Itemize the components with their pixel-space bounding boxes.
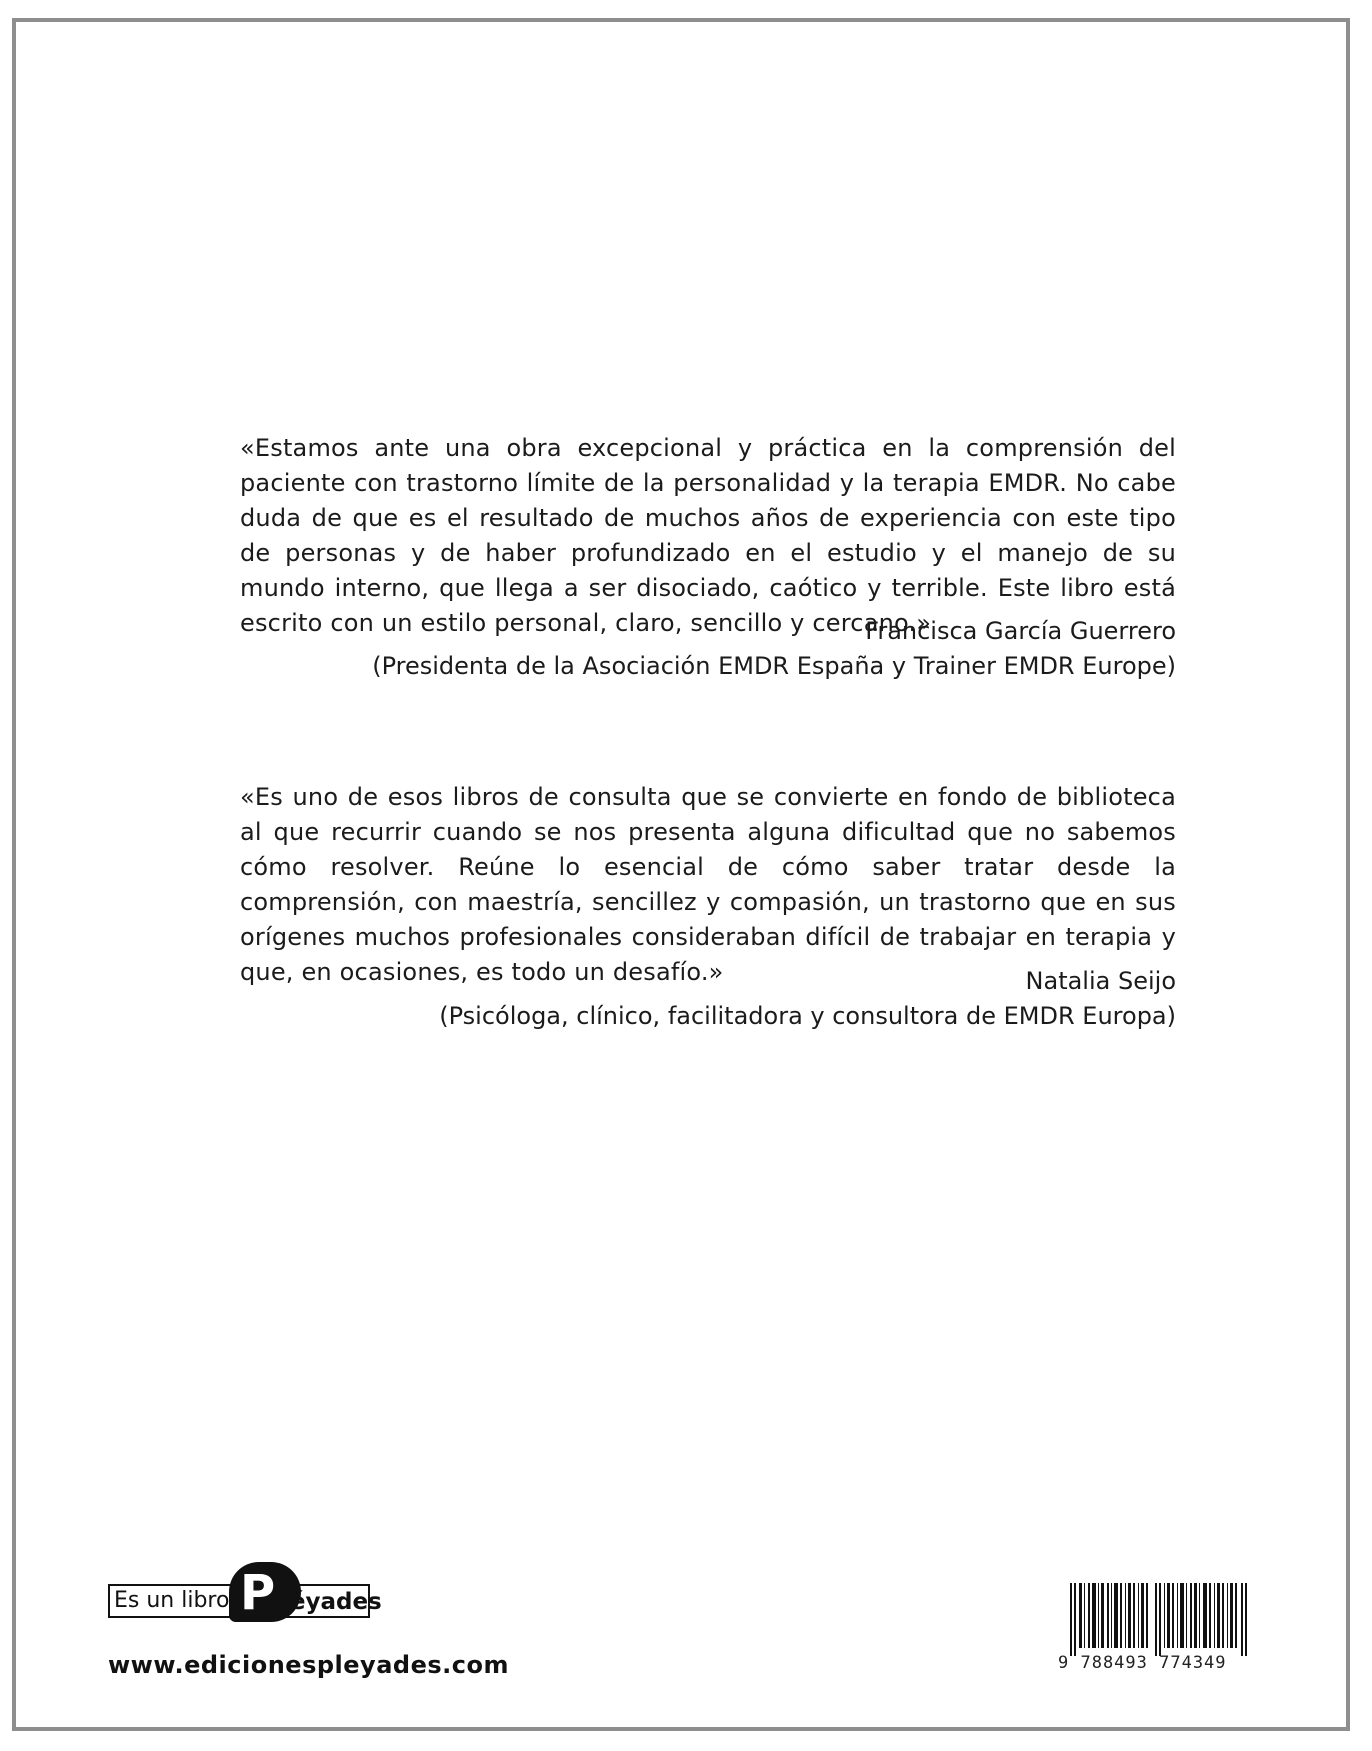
quote-paragraph: «Estamos ante una obra excepcional y práctica en la comprensión del paciente con trastorno límite de la personalidad y la terapia EMDR. No cabe duda de que es el resultado de muchos años de experiencia con este tipo de personas y de haber profundizado en el estudio y el manejo de su mundo interno, que llega a ser disociado, caótico y terrible. Este libro está escrito con un estilo personal, claro, sencillo y cercano.» — [240, 434, 1176, 637]
quote-author: Natalia Seijo — [1025, 967, 1176, 995]
barcode-icon — [1070, 1583, 1250, 1656]
publisher-logo — [108, 1562, 382, 1624]
quote-author: Francisca García Guerrero — [865, 617, 1176, 645]
barcode-isbn: 9 788493 774349 — [1058, 1653, 1227, 1673]
logo-tagline: Es un libro — [114, 1588, 230, 1613]
publisher-website: www.edicionespleyades.com — [108, 1651, 509, 1679]
quote-author-role: (Presidenta de la Asociación EMDR España y Trainer EMDR Europe) — [372, 652, 1176, 680]
quote-paragraph: «Es uno de esos libros de consulta que se convierte en fondo de biblioteca al que recurrir cuando se nos presenta alguna dificultad que no sabemos cómo resolver. Reúne lo esencial de cómo saber tratar desde la comprensión, con maestría, sencillez y compasión, un trastorno que en sus orígenes muchos profesionales consideraban difícil de trabajar en terapia y que, en ocasiones, es todo un desafío.» — [240, 783, 1176, 986]
logo-initial: P — [240, 1565, 276, 1621]
quote-author-role: (Psicóloga, clínico, facilitadora y consultora de EMDR Europa) — [439, 1002, 1176, 1030]
logo-brand: léyades — [282, 1589, 382, 1615]
